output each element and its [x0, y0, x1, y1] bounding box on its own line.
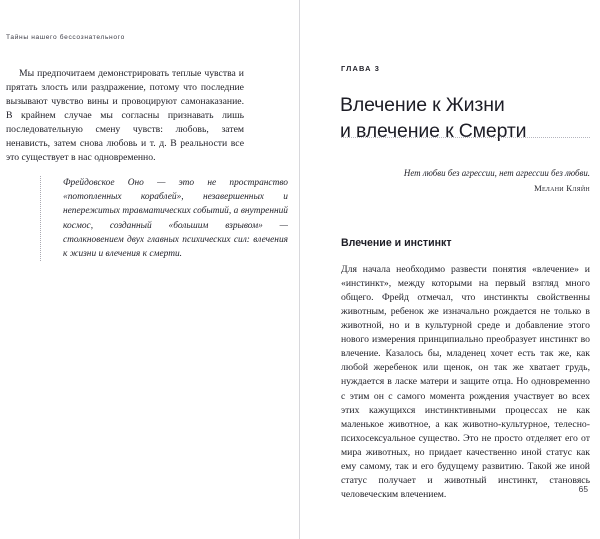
page-number: 65 [578, 484, 588, 494]
chapter-title-dotted-rule [341, 137, 590, 138]
chapter-number-label: ГЛАВА 3 [341, 64, 381, 73]
right-page [300, 0, 600, 539]
pull-quote-block [40, 176, 288, 261]
chapter-title-line-1: Влечение к Жизни [340, 94, 505, 117]
right-page-body-paragraph: Для начала необходимо развести понятия «влечение» и «инстинкт», между которыми на первый взгляд много общего. Фрейд отмечал, что инстинкты свойственны животным, ребенок же изначально рождается не только в животной, но и в культурной среде и добавление этого нового измерения принципиально преобразует инстинкт во влечение. Казалось бы, младенец хочет есть так же, как любой жеребенок или щенок, он так же хватает грудь, нуждается в ласке матери и защите отца. Но одновременно с этим он с самого момента рождения участвует во всех этих кажущихся инстинктивными процессах не как маленькое животное, а как животно-культурное, телесно-психосексуальное существо. Это не просто отделяет его от мира животных, но придает качественно иной статус как ему самому, так и его будущему развитию. Такой же иной статус получает и животный инстинкт, становясь человеческим влечением. [341, 263, 590, 501]
pull-quote-text: Фрейдовское Оно — это не пространство «потопленных кораблей», незавершенных и непережитых травматических событий, а внутренний космос, созданный «большим взрывом» — столкновением двух главных психических сил: влечения к жизни и влечения к смерти. [63, 178, 288, 260]
epigraph-attribution: Мелани Кляйн [534, 183, 590, 194]
epigraph-block [400, 167, 590, 193]
epigraph-text: Нет любви без агрессии, нет агрессии без любви. [403, 168, 590, 178]
running-header: Тайны нашего бессознательного [6, 34, 125, 41]
section-heading: Влечение и инстинкт [341, 236, 452, 249]
left-page [0, 0, 299, 539]
chapter-title-line-2: и влечение к Смерти [340, 119, 527, 142]
left-page-body-paragraph: Мы предпочитаем демонстрировать теплые чувства и прятать злость или раздражение, потому что последние вызывают чувство вины и провоцируют самонаказание. В крайнем случае мы согласны признавать лишь последовательную смену чувств: любовь, затем ненависть, затем снова любовь и т. д. В реальности все это существует в нас одновременно. [6, 67, 244, 164]
